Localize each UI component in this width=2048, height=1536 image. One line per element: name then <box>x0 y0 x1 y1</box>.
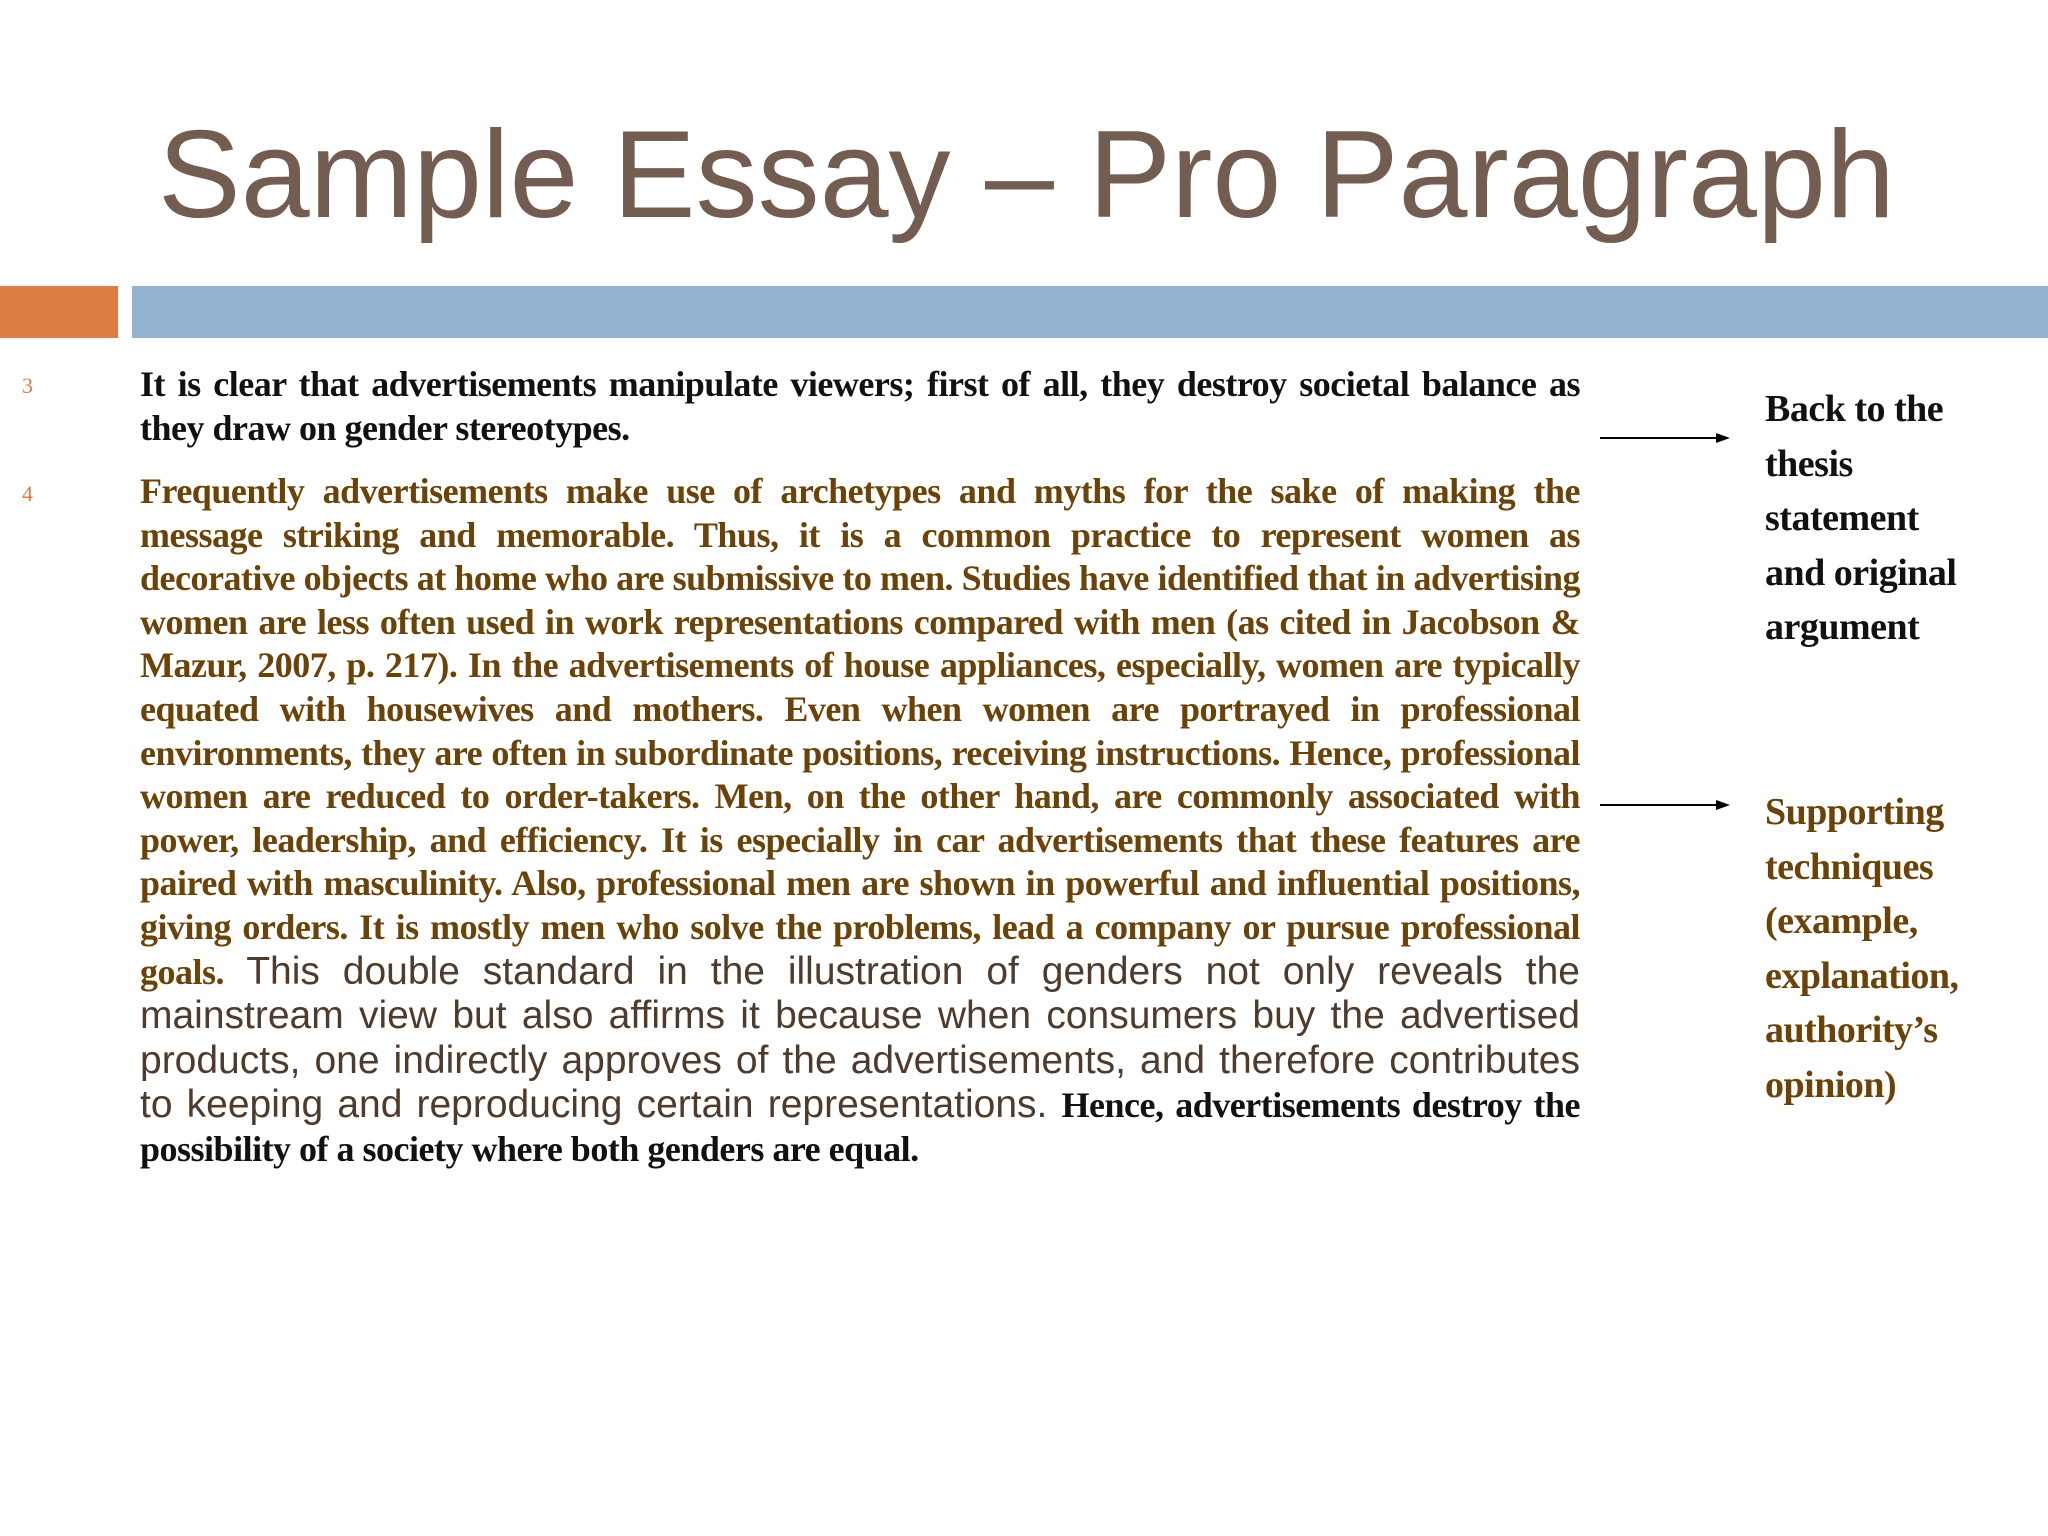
paragraph-number-4: 4 <box>22 481 33 506</box>
annotation-line: statement <box>1765 497 1919 539</box>
explanation-text: This double standard in the illustration of genders not only reveals the mainstream view but also affirms it because when consumers buy the advertised products, one indirectly approves of the advertisements, and therefore contributes to keeping and reproducing certain representations. <box>140 949 1580 1127</box>
annotation-line: Supporting <box>1765 791 1944 833</box>
annotation-line: Back to the <box>1765 388 1944 430</box>
annotation-line: opinion) <box>1765 1063 1897 1106</box>
annotation-supporting <box>1765 785 2035 1112</box>
accent-bar-orange <box>0 286 118 338</box>
paragraph-number-3: 3 <box>22 373 33 398</box>
annotation-line: argument <box>1765 606 1920 648</box>
annotation-line: authority’s <box>1765 1009 1938 1051</box>
concluding-sentence: Hence, advertisements destroy the possibility of a society where both genders are equal. <box>140 1085 1581 1169</box>
annotation-line: (example, <box>1765 900 1918 942</box>
annotation-line: and original <box>1765 551 1957 594</box>
body-paragraph <box>140 470 1580 1172</box>
accent-bar-blue <box>132 286 2048 338</box>
slide-title: Sample Essay – Pro Paragraph <box>158 106 1895 244</box>
supporting-text: Frequently advertisements make use of archetypes and myths for the sake of making the message striking and memorable. Thus, it is a common practice to represent women as decorative objects at home who are submissive to men. Studies have identified that in advertising women are less often used in work representations compared with men (as cited in Jacobson & Mazur, 2007, p. 217). In the advertisements of house appliances, especially, women are typically equated with housewives and mothers. Even when women are portrayed in professional environments, they are often in subordinate positions, receiving instructions. Hence, professional women are reduced to order-takers. Men, on the other hand, are commonly associated with power, leadership, and efficiency. It is especially in car advertisements that these features are paired with masculinity. Also, professional men are shown in powerful and influential positions, giving orders. It is mostly men who solve the problems, lead a company or pursue professional goals. <box>140 471 1580 992</box>
topic-sentence: It is clear that advertisements manipulate viewers; first of all, they destroy societal balance as they draw on gender stereotypes. <box>140 364 1580 448</box>
annotation-line: thesis <box>1765 442 1853 485</box>
annotation-line: techniques <box>1765 845 1934 888</box>
annotation-thesis <box>1765 382 2035 655</box>
annotation-line: explanation, <box>1765 954 1959 997</box>
